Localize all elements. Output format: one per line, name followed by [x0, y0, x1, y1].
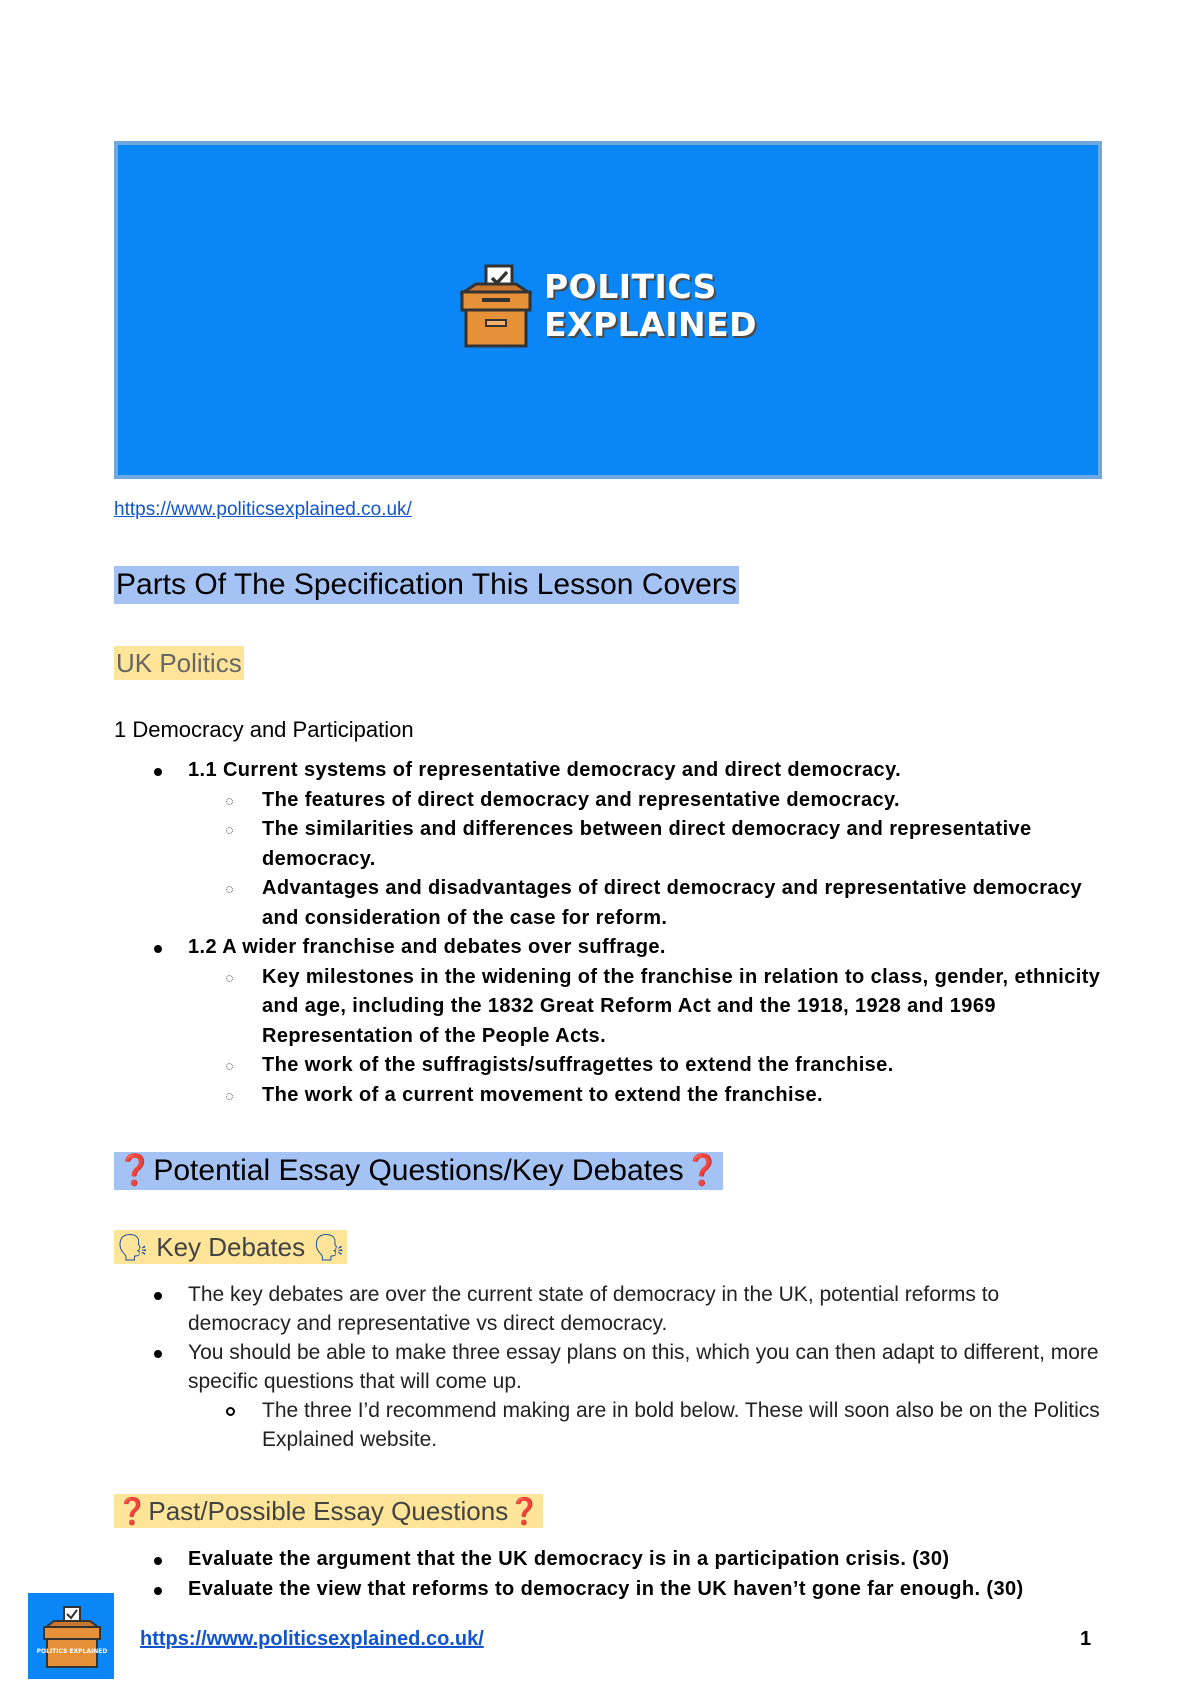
sub-bullet-icon [226, 886, 233, 893]
spec-item-1-2: 1.2 A wider franchise and debates over suffrage. [188, 936, 666, 958]
sub-item-text: The work of the suffragists/suffragettes to extend the franchise. [262, 1054, 894, 1076]
speaking-head-icon: 🗣 [116, 1232, 150, 1262]
list-item [114, 786, 1104, 816]
spec-heading: Parts Of The Specification This Lesson Covers [114, 566, 739, 604]
spec-item-1-1: 1.1 Current systems of representative democracy and direct democracy. [188, 759, 902, 781]
list-item [114, 874, 1104, 933]
list-item-text: The three I’d recommend making are in bold below. These will soon also be on the Politics Explained website. [262, 1399, 1100, 1451]
ballot-box-icon [456, 262, 536, 354]
question-mark-icon: ❓ [116, 1154, 154, 1187]
sub-item-text: The features of direct democracy and representative democracy. [262, 788, 901, 811]
topic-heading: 1 Democracy and Participation [114, 717, 414, 742]
bullet-icon [154, 1292, 162, 1300]
speaking-head-icon: 🗣 [312, 1232, 346, 1262]
key-debates-heading-text: Key Debates [156, 1232, 306, 1262]
sub-item-text: The work of a current movement to extend the franchise. [262, 1083, 824, 1106]
footer-logo [28, 1593, 114, 1679]
ballot-box-icon [28, 1593, 114, 1679]
list-item [114, 1545, 1104, 1575]
brand-line1: POLITICS [544, 267, 717, 306]
essay-question: Evaluate the argument that the UK democracy is in a participation crisis. (30) [188, 1548, 950, 1570]
footer-logo-text: POLITICS EXPLAINED [36, 1648, 108, 1655]
list-item [114, 1051, 1104, 1081]
sub-bullet-icon [226, 1093, 233, 1100]
list-item [114, 933, 1104, 963]
question-mark-icon: ❓ [508, 1496, 541, 1526]
essay-question: Evaluate the view that reforms to democracy in the UK haven’t gone far enough. (30) [188, 1577, 1024, 1600]
list-item-text: The key debates are over the current state of democracy in the UK, potential reforms to democracy and representative vs direct democracy. [188, 1283, 1000, 1335]
list-item [114, 756, 1104, 786]
past-questions-list [114, 1545, 1104, 1604]
list-item [114, 1280, 1104, 1338]
sub-bullet-icon [226, 1407, 235, 1416]
footer-site-link[interactable]: https://www.politicsexplained.co.uk/ [140, 1628, 484, 1650]
brand-logo [456, 262, 776, 354]
essay-heading-text: Potential Essay Questions/Key Debates [153, 1154, 684, 1187]
sub-item-text: The similarities and differences between direct democracy and representative democracy. [262, 818, 1032, 870]
brand-line2: EXPLAINED [544, 305, 758, 344]
brand-name [544, 268, 757, 344]
page-number: 1 [1080, 1628, 1092, 1650]
sub-item-text: Advantages and disadvantages of direct democracy and representative democracy and consideration of the case for reform. [262, 877, 1082, 929]
key-debates-list [114, 1280, 1104, 1454]
list-item [114, 1338, 1104, 1396]
key-debates-heading [114, 1230, 347, 1264]
list-item [114, 1396, 1104, 1454]
bullet-icon [154, 945, 162, 953]
essay-heading [114, 1152, 723, 1190]
bullet-icon [154, 1350, 162, 1358]
list-item [114, 815, 1104, 874]
subject-heading: UK Politics [116, 648, 242, 678]
question-mark-icon: ❓ [683, 1154, 722, 1187]
list-item [114, 963, 1104, 1052]
list-item-text: You should be able to make three essay plans on this, which you can then adapt to different, more specific questions that will come up. [188, 1341, 1099, 1393]
list-item [114, 1081, 1104, 1111]
bullet-icon [154, 1587, 162, 1595]
spec-list [114, 756, 1104, 1110]
sub-bullet-icon [226, 798, 233, 805]
question-mark-icon: ❓ [116, 1496, 149, 1526]
past-questions-heading [114, 1494, 543, 1528]
sub-bullet-icon [226, 975, 233, 982]
past-questions-heading-text: Past/Possible Essay Questions [148, 1496, 509, 1526]
header-banner [114, 141, 1102, 479]
bullet-icon [154, 768, 162, 776]
sub-bullet-icon [226, 1063, 233, 1070]
sub-item-text: Key milestones in the widening of the franchise in relation to class, gender, ethnicity and age, including the 1832 Great Reform Act and the 1918, 1928 and 1969 Representation of the People Acts. [262, 965, 1101, 1047]
site-link[interactable]: https://www.politicsexplained.co.uk/ [114, 499, 412, 520]
bullet-icon [154, 1557, 162, 1565]
sub-bullet-icon [226, 827, 233, 834]
list-item [114, 1575, 1104, 1605]
